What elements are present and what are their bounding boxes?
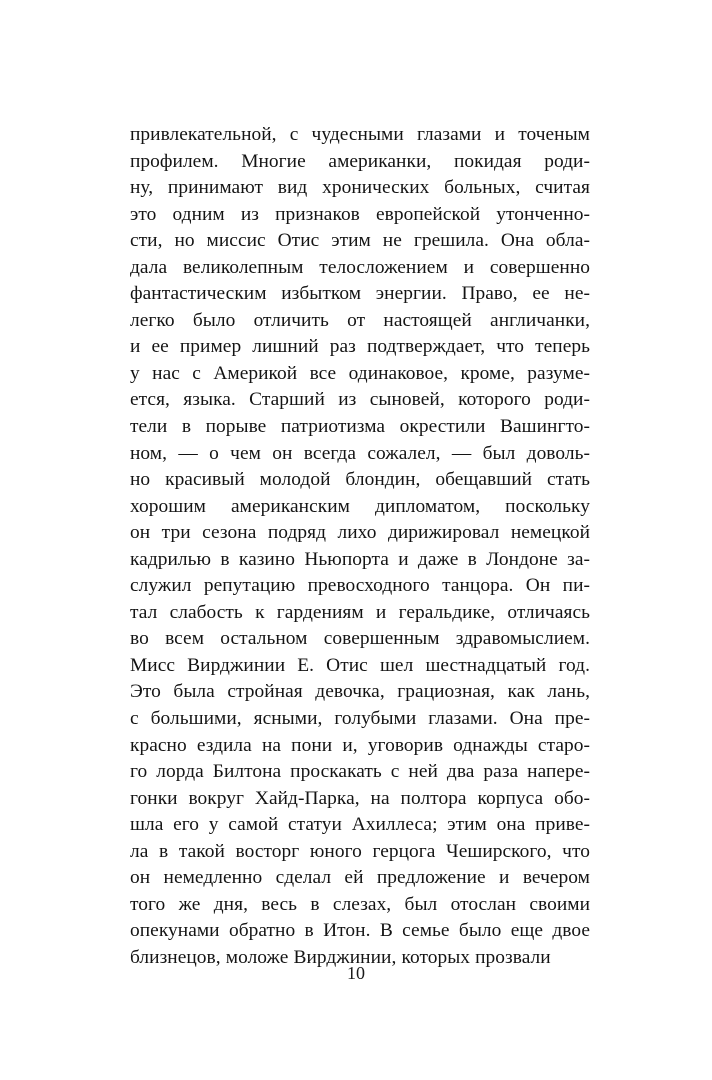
text-line: во всем остальном совершенным здравомыслием.: [130, 628, 590, 650]
text-line: ла в такой восторг юного герцога Чеширского, что: [130, 840, 590, 862]
text-line: привлекательной, с чудесными глазами и точеным: [130, 124, 590, 145]
text-line: того же дня, весь в слезах, был отослан своими: [130, 893, 590, 915]
text-line: он три сезона подряд лихо дирижировал немецкой: [130, 522, 590, 544]
page-number: 10: [347, 963, 365, 983]
text-line: легко было отличить от настоящей англичанки,: [130, 309, 590, 331]
text-line: хорошим американским дипломатом, поскольку: [130, 495, 590, 517]
text-line: профилем. Многие американки, покидая роди-: [130, 150, 590, 172]
text-line: красно ездила на пони и, уговорив однажды старо-: [130, 734, 590, 756]
text-line: он немедленно сделал ей предложение и вечером: [130, 867, 590, 889]
text-line: близнецов, моложе Вирджинии, которых прозвали: [130, 946, 551, 968]
page-text-block: [130, 122, 590, 972]
text-line: ну, принимают вид хронических больных, считая: [130, 177, 590, 199]
text-line: и ее пример лишний раз подтверждает, что теперь: [130, 336, 590, 358]
text-line: но красивый молодой блондин, обещавший стать: [130, 469, 590, 491]
text-line: ется, языка. Старший из сыновей, которого роди-: [130, 389, 590, 411]
text-line: шла его у самой статуи Ахиллеса; этим она приве-: [130, 814, 590, 836]
text-line: у нас с Америкой все одинаковое, кроме, разуме-: [130, 362, 590, 384]
text-line: дала великолепным телосложением и совершенно: [130, 256, 590, 278]
text-line: тал слабость к гардениям и геральдике, отличаясь: [130, 601, 590, 623]
text-line: Мисс Вирджинии Е. Отис шел шестнадцатый год.: [130, 654, 590, 676]
text-line: служил репутацию превосходного танцора. Он пи-: [130, 575, 590, 597]
text-line: ном, — о чем он всегда сожалел, — был доволь-: [130, 442, 590, 464]
text-line: опекунами обратно в Итон. В семье было еще двое: [130, 920, 590, 942]
text-line: Это была стройная девочка, грациозная, как лань,: [130, 681, 590, 703]
text-line: гонки вокруг Хайд-Парка, на полтора корпуса обо-: [130, 787, 590, 809]
text-line: кадрилью в казино Ньюпорта и даже в Лондоне за-: [130, 548, 590, 570]
body-paragraph: [130, 122, 590, 972]
text-line: фантастическим избытком энергии. Право, ее не-: [130, 283, 590, 305]
text-line: тели в порыве патриотизма окрестили Вашингто-: [130, 416, 590, 438]
text-line: го лорда Билтона проскакать с ней два раза напере-: [130, 761, 590, 783]
text-line: с большими, ясными, голубыми глазами. Она пре-: [130, 708, 590, 730]
text-line: это одним из признаков европейской утонченно-: [130, 203, 590, 225]
text-line: сти, но миссис Отис этим не грешила. Она обла-: [130, 230, 590, 252]
